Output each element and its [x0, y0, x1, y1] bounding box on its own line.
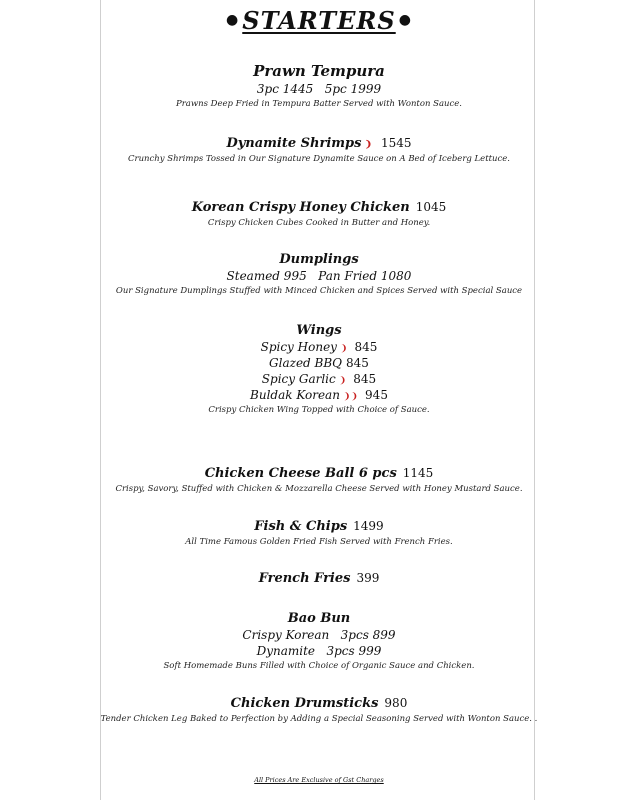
item-options: Steamed 995 Pan Fried 1080 [226, 269, 412, 283]
item-name: Fish & Chips 1499 [254, 519, 384, 534]
item-description: Tender Chicken Leg Baked to Perfection by Adding a Special Seasoning Served with Wonton Sauce. . [100, 714, 538, 724]
item-description: Prawns Deep Fried in Tempura Batter Served with Wonton Sauce. [175, 99, 463, 109]
menu-item-prawn-tempura [0, 62, 638, 109]
wings-variant: Spicy Garlic ❩ 845 [261, 372, 377, 386]
double-chili-icon: ❩❩ [342, 392, 359, 402]
page-title: ● STARTERS ● [226, 6, 412, 35]
menu-item-fish-and-chips [0, 519, 638, 547]
bao-variant: Dynamite 3pcs 999 [256, 644, 382, 658]
menu-item-dynamite-shrimps [0, 136, 638, 164]
chili-icon: ❩ [339, 344, 348, 354]
bao-variant: Crispy Korean 3pcs 899 [242, 628, 396, 642]
item-description: Soft Homemade Buns Filled with Choice of Organic Sauce and Chicken. [163, 661, 475, 671]
item-name: Korean Crispy Honey Chicken 1045 [191, 200, 447, 215]
item-name: Bao Bun [287, 611, 351, 626]
wings-variant: Glazed BBQ 845 [269, 356, 369, 370]
item-description: All Time Famous Golden Fried Fish Served with French Fries. [185, 537, 453, 547]
item-description: Our Signature Dumplings Stuffed with Minced Chicken and Spices Served with Special Sauce [115, 286, 523, 296]
item-description: Crispy Chicken Wing Topped with Choice of Sauce. [208, 405, 430, 415]
menu-item-wings [0, 323, 638, 415]
menu-item-dumplings [0, 252, 638, 296]
item-name: Chicken Drumsticks 980 [230, 696, 408, 711]
menu-item-chicken-drumsticks [0, 696, 638, 724]
item-name: Dumplings [279, 252, 359, 267]
item-name: Dynamite Shrimps ❩ 1545 [226, 136, 412, 151]
chili-icon: ❩ [364, 140, 372, 150]
wings-variant: Spicy Honey ❩ 845 [260, 340, 378, 354]
menu-item-french-fries [0, 571, 638, 586]
chili-icon: ❩ [338, 376, 347, 386]
menu-item-bao-bun [0, 611, 638, 671]
menu-item-korean-crispy-honey-chicken [0, 200, 638, 228]
item-name: French Fries 399 [258, 571, 380, 586]
menu-item-chicken-cheese-ball [0, 466, 638, 494]
footer-note: All Prices Are Exclusive of Gst Charges [254, 776, 384, 784]
item-name: Wings [296, 323, 342, 338]
item-description: Crunchy Shrimps Tossed in Our Signature Dynamite Sauce on A Bed of Iceberg Lettuce. [128, 154, 510, 164]
item-name: Prawn Tempura [253, 62, 385, 80]
item-description: Crispy, Savory, Stuffed with Chicken & Mozzarella Cheese Served with Honey Mustard Sauce. [115, 484, 523, 494]
wings-variant: Buldak Korean ❩❩ 945 [250, 388, 388, 402]
item-options: 3pc 1445 5pc 1999 [256, 82, 382, 96]
item-description: Crispy Chicken Cubes Cooked in Butter and Honey. [207, 218, 431, 228]
item-name: Chicken Cheese Ball 6 pcs 1145 [204, 466, 434, 481]
